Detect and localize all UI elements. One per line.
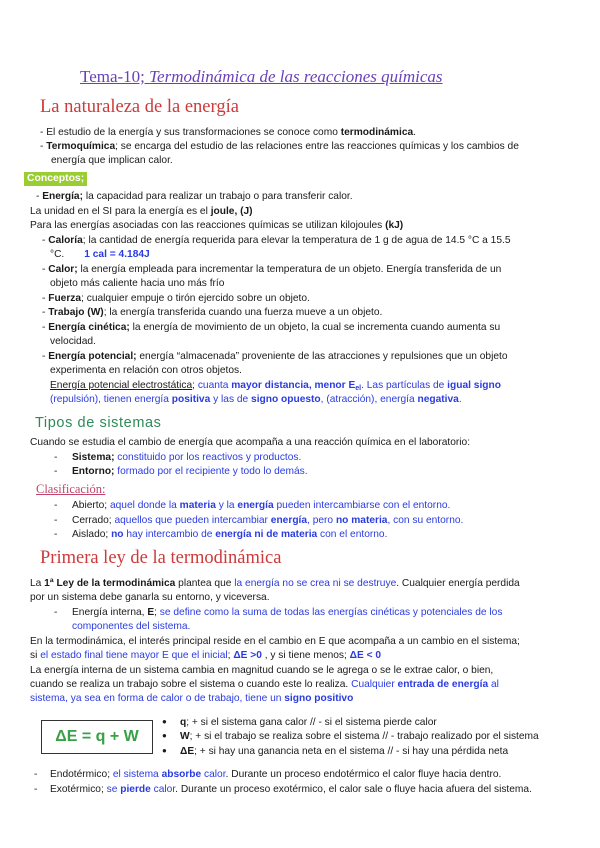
para-termoquimica: [40, 140, 519, 153]
text: . Durante un proceso exotérmico, el calor sale o fluye hacia afuera del sistema.: [175, 784, 532, 795]
text: ;: [154, 607, 160, 618]
text: ; cualquier empuje o tirón ejercido sobre un objeto.: [81, 293, 310, 304]
text: positiva: [171, 394, 211, 405]
text: si: [30, 650, 41, 661]
term: Entorno;: [72, 466, 115, 477]
para-trabajo: [30, 678, 499, 691]
text: al: [488, 679, 499, 690]
text: la capacidad para realizar un trabajo o para transferir calor.: [83, 191, 353, 202]
def-energia-potencial: [42, 350, 508, 363]
text: .: [458, 394, 462, 405]
term: Caloría: [48, 235, 83, 246]
text: -: [42, 322, 49, 333]
text: .: [413, 127, 416, 138]
text: -: [42, 264, 49, 275]
para-termodinamica: [40, 126, 416, 139]
term: Endotérmico;: [50, 769, 113, 780]
text: el estado final tiene mayor E que el inicial: [40, 650, 228, 661]
heading-primera-ley: Primera ley de la termodinámica: [40, 548, 282, 568]
term: Fuerza: [48, 293, 82, 304]
def-caloria: [42, 234, 511, 247]
text: Cualquier: [351, 679, 398, 690]
text: ΔE >0: [233, 650, 262, 661]
text: cuanta: [197, 380, 232, 391]
text: pierde: [120, 784, 151, 795]
def-cerrado: [72, 514, 463, 527]
term: Aislado;: [72, 529, 112, 540]
text: igual signo: [447, 380, 501, 391]
text: -: [42, 307, 49, 318]
para-energia-interna-cambia: La energía interna de un sistema cambia en magnitud cuando se le agrega o se le extrae calor, o bien,: [30, 665, 494, 676]
text: ; + si hay una ganancia neta en el sistema // - si hay una pérdida neta: [194, 746, 509, 757]
bullet: ●: [162, 717, 167, 726]
title-tema: Tema-10;: [80, 67, 145, 86]
text: hay intercambio de: [123, 529, 216, 540]
text: sistema, ya sea en forma de calor o de trabajo, tiene un: [30, 693, 285, 704]
text: el sistema: [112, 769, 162, 780]
term: Energía cinética;: [48, 322, 130, 333]
text: ; la cantidad de energía requerida para elevar la temperatura de 1 g de agua de 14.5 °C a 15.5: [82, 235, 511, 246]
bullet: ●: [162, 731, 167, 740]
text: materia: [179, 500, 216, 511]
text: aquel donde la: [109, 500, 180, 511]
text: se define como la suma de todas las energías cinéticas y potenciales de los: [159, 607, 503, 618]
text: Energía interna,: [72, 607, 148, 618]
term: Cerrado;: [72, 515, 115, 526]
def-energia-cinetica-cont: velocidad.: [50, 336, 96, 347]
text: °C.: [50, 249, 65, 260]
def-trabajo: [42, 306, 382, 319]
text: -: [40, 141, 47, 152]
text: constituido por los reactivos y productos.: [114, 452, 302, 463]
text: negativa: [417, 394, 459, 405]
text: la energía empleada para incrementar la temperatura de un objeto. Energía transferida de un: [77, 264, 502, 275]
def-electrostatica: [50, 379, 501, 393]
def-exotermico: [50, 783, 532, 796]
title-topic: Termodinámica de las reacciones químicas: [149, 67, 443, 86]
text: . Cualquier energía perdida: [396, 578, 520, 589]
text: calor: [201, 769, 226, 780]
text: pueden intercambiarse con el entorno.: [273, 500, 451, 511]
text: absorbe: [161, 769, 202, 780]
formula-box: ΔE = q + W: [41, 720, 153, 754]
para-primera-ley: [30, 577, 520, 590]
text: signo opuesto: [251, 394, 321, 405]
def-fuerza: [42, 292, 310, 305]
def-joule: [30, 205, 253, 218]
text: plantea que: [175, 578, 235, 589]
subscript: el: [355, 385, 362, 392]
dash: -: [54, 500, 58, 511]
text: se: [106, 784, 121, 795]
para-cambio-e: En la termodinámica, el interés principal reside en el cambio en E que acompaña a un cambio en el sistema;: [30, 636, 520, 647]
bullet: ●: [162, 746, 167, 755]
para-termoquimica-cont: energía que implican calor.: [51, 155, 173, 166]
text: La unidad en el SI para la energía es el: [30, 206, 211, 217]
def-abierto: [72, 499, 450, 512]
term: Abierto;: [72, 500, 110, 511]
def-energia-interna: [72, 606, 502, 619]
def-endotermico: [50, 768, 501, 781]
page-title: [80, 66, 443, 88]
text: y las de: [210, 394, 252, 405]
text: . Durante un proceso endotérmico el calor fluye hacia dentro.: [225, 769, 502, 780]
def-calor-cont: objeto más caliente hacia uno más frío: [50, 278, 225, 289]
conceptos-label: Conceptos;: [24, 172, 87, 186]
dash: -: [54, 529, 58, 540]
dash: -: [54, 607, 58, 618]
text: energía: [270, 515, 308, 526]
para-delta-e: [30, 649, 381, 662]
term: E: [147, 607, 155, 618]
text: la energía de movimiento de un objeto, la cual se incrementa cuando aumenta su: [129, 322, 501, 333]
def-kilojoules: [30, 219, 403, 232]
text: -: [42, 293, 49, 304]
dash: -: [54, 515, 58, 526]
def-energia: [36, 190, 353, 203]
term-termodinamica: termodinámica: [340, 127, 414, 138]
text: , con su entorno.: [387, 515, 464, 526]
para-primera-ley-cont: por un sistema debe ganarla su entorno, y viceversa.: [30, 592, 270, 603]
dash: -: [34, 784, 38, 795]
def-sistema: [72, 451, 301, 464]
def-caloria-cont: [50, 248, 150, 261]
text: la energía no se crea ni se destruye: [234, 578, 397, 589]
dash: -: [34, 769, 38, 780]
text: y la: [215, 500, 238, 511]
text: (repulsión), tienen energía: [50, 394, 172, 405]
text: - El estudio de la energía y sus transformaciones se conoce como: [40, 127, 341, 138]
term: Energía potencial electrostática: [50, 380, 193, 391]
text: -: [36, 191, 43, 202]
text: entrada de energía: [397, 679, 489, 690]
term: ΔE: [180, 746, 195, 757]
term-termoquimica: Termoquímica: [46, 141, 116, 152]
text: mayor distancia, menor E: [231, 380, 356, 391]
def-energia-cinetica: [42, 321, 500, 334]
heading-tipos-sistemas: Tipos de sistemas: [35, 415, 162, 431]
term: (kJ): [385, 220, 404, 231]
text: ; + si el trabajo se realiza sobre el sistema // - trabajo realizado por el sistema: [189, 731, 539, 742]
heading-clasificacion: Clasificación:: [36, 482, 106, 496]
para-tipos-intro: Cuando se estudia el cambio de energía que acompaña a una reacción química en el laboratorio:: [30, 437, 471, 448]
text: no materia: [335, 515, 388, 526]
text: ;: [192, 380, 198, 391]
term: 1ª Ley de la termodinámica: [44, 578, 176, 589]
def-entorno: [72, 465, 308, 478]
text: ; + si el sistema gana calor // - si el sistema pierde calor: [186, 717, 437, 728]
text: , pero: [307, 515, 336, 526]
term: W: [180, 731, 190, 742]
text: -: [42, 235, 49, 246]
text: ; se encarga del estudio de las relaciones entre las reacciones químicas y los cambios de: [115, 141, 519, 152]
text: La: [30, 578, 45, 589]
cal-equivalence: 1 cal = 4.184J: [84, 249, 150, 260]
dash: -: [54, 452, 58, 463]
term: Exotérmico;: [50, 784, 107, 795]
def-electrostatica-cont: [50, 393, 462, 406]
text: . Las partículas de: [361, 380, 448, 391]
text: cuando se realiza un trabajo sobre el sistema o cuando este lo realiza.: [30, 679, 352, 690]
def-energia-potencial-cont: experimenta en relación con otros objetos.: [50, 365, 242, 376]
text: ; la energía transferida cuando una fuerza mueve a un objeto.: [103, 307, 383, 318]
para-signo-positivo: [30, 692, 353, 705]
text: no: [111, 529, 124, 540]
text: , y si tiene menos;: [261, 650, 350, 661]
def-aislado: [72, 528, 387, 541]
text: ΔE < 0: [349, 650, 382, 661]
dash: -: [54, 466, 58, 477]
def-calor: [42, 263, 501, 276]
def-energia-interna-cont: componentes del sistema.: [72, 621, 191, 632]
text: energía: [237, 500, 274, 511]
text: , (atracción), energía: [320, 394, 418, 405]
text: ;: [227, 650, 234, 661]
text: con el entorno.: [317, 529, 388, 540]
text: energía ni de materia: [215, 529, 318, 540]
term: q: [180, 717, 187, 728]
term: Energía;: [42, 191, 83, 202]
text: -: [42, 351, 49, 362]
term: Sistema;: [72, 452, 115, 463]
heading-naturaleza-energia: La naturaleza de la energía: [40, 97, 239, 117]
text: Para las energías asociadas con las reacciones químicas se utilizan kilojoules: [30, 220, 386, 231]
term: joule, (J): [210, 206, 253, 217]
text: aquellos que pueden intercambiar: [114, 515, 271, 526]
legend-w: [180, 730, 539, 743]
text: energía “almacenada” proveniente de las atracciones y repulsiones que un objeto: [136, 351, 508, 362]
term: Trabajo (W): [48, 307, 104, 318]
term: Calor;: [48, 264, 78, 275]
text: calor: [150, 784, 176, 795]
term: Energía potencial;: [48, 351, 137, 362]
text: formado por el recipiente y todo lo demás.: [114, 466, 308, 477]
legend-delta-e: [180, 745, 508, 758]
text: signo positivo: [284, 693, 354, 704]
legend-q: [180, 716, 437, 729]
